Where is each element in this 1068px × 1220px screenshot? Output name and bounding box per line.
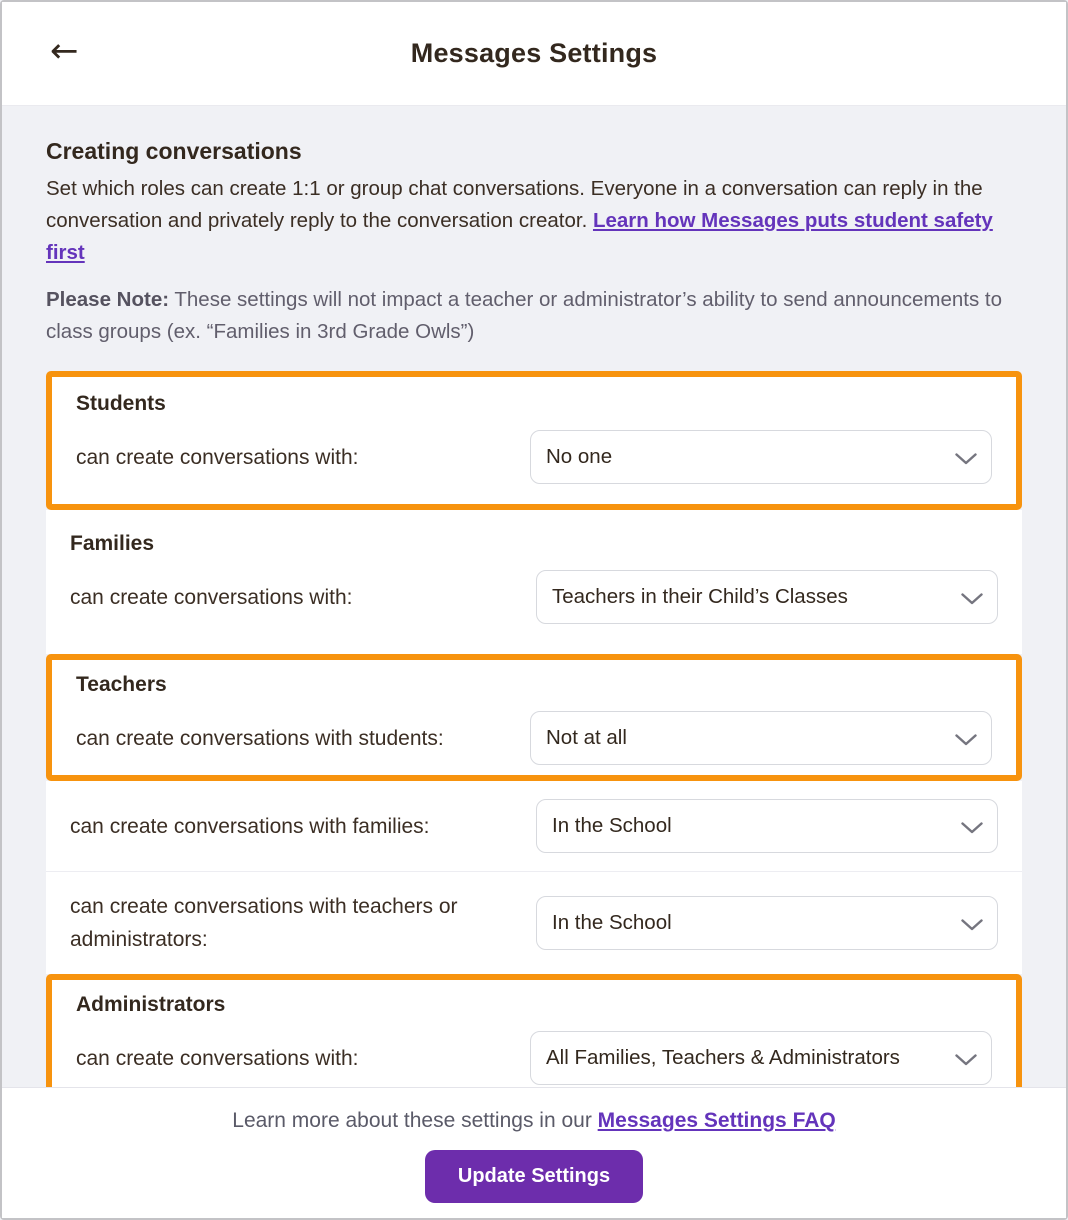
setting-row [46, 781, 1022, 871]
chevron-down-icon [955, 453, 977, 465]
dropdown-selected-value: In the School [552, 911, 672, 934]
setting-dropdown[interactable] [536, 570, 998, 624]
setting-dropdown[interactable] [536, 799, 998, 853]
update-settings-button[interactable]: Update Settings [425, 1150, 643, 1203]
dropdown-selected-value: Teachers in their Child’s Classes [552, 585, 848, 608]
setting-line [76, 711, 992, 765]
chevron-down-icon [961, 822, 983, 834]
setting-line [70, 890, 998, 956]
chevron-down-icon [961, 919, 983, 931]
intro-body-text: Set which roles can create 1:1 or group chat conversations. Everyone in a conversation can reply in the conversation and privately reply to the conversation creator. [46, 177, 983, 232]
setting-row [46, 871, 1022, 974]
note-body-text: These settings will not impact a teacher or administrator’s ability to send announcements to class groups (ex. “Families in 3rd Grade Owls”) [46, 288, 1003, 343]
setting-label: can create conversations with families: [70, 814, 430, 838]
chevron-down-icon [961, 593, 983, 605]
setting-label: can create conversations with students: [76, 726, 444, 750]
setting-dropdown[interactable] [536, 896, 998, 950]
setting-row [46, 974, 1022, 1087]
role-title: Students [76, 392, 166, 415]
setting-label: can create conversations with teachers or administrators: [70, 895, 458, 951]
setting-label: can create conversations with: [76, 445, 359, 469]
setting-row [46, 510, 1022, 654]
note-label: Please Note: [46, 288, 170, 311]
role-title: Teachers [76, 673, 167, 696]
footer-text [2, 1109, 1066, 1133]
note-paragraph [46, 284, 1022, 348]
role-title: Families [70, 532, 155, 555]
dropdown-selected-value: No one [546, 445, 613, 468]
setting-line [70, 799, 998, 853]
setting-label: can create conversations with: [76, 1046, 359, 1070]
student-safety-link[interactable]: Learn how Messages puts student safety first [46, 209, 993, 264]
setting-row [46, 371, 1022, 510]
setting-row [46, 654, 1022, 781]
setting-label: can create conversations with: [70, 585, 353, 609]
footer-bar [2, 1087, 1066, 1218]
setting-dropdown[interactable] [530, 1031, 992, 1085]
page-title: Messages Settings [410, 38, 658, 68]
settings-rows [46, 371, 1022, 1087]
back-arrow-icon[interactable]: ← [46, 30, 83, 72]
dropdown-selected-value: Not at all [546, 726, 627, 749]
dropdown-selected-value: In the School [552, 814, 672, 837]
footer-body-text: Learn more about these settings in our [232, 1109, 598, 1132]
settings-content [2, 106, 1066, 1087]
intro-paragraph [46, 173, 1022, 269]
setting-dropdown[interactable] [530, 711, 992, 765]
chevron-down-icon [955, 734, 977, 746]
messages-settings-faq-link[interactable]: Messages Settings FAQ [597, 1109, 836, 1132]
header-bar [2, 2, 1066, 106]
setting-line [76, 1031, 992, 1085]
dropdown-selected-value: All Families, Teachers & Administrators [546, 1046, 900, 1069]
setting-dropdown[interactable] [530, 430, 992, 484]
setting-line [76, 430, 992, 484]
chevron-down-icon [955, 1054, 977, 1066]
setting-line [70, 570, 998, 624]
section-heading: Creating conversations [46, 138, 302, 164]
role-title: Administrators [76, 993, 226, 1016]
